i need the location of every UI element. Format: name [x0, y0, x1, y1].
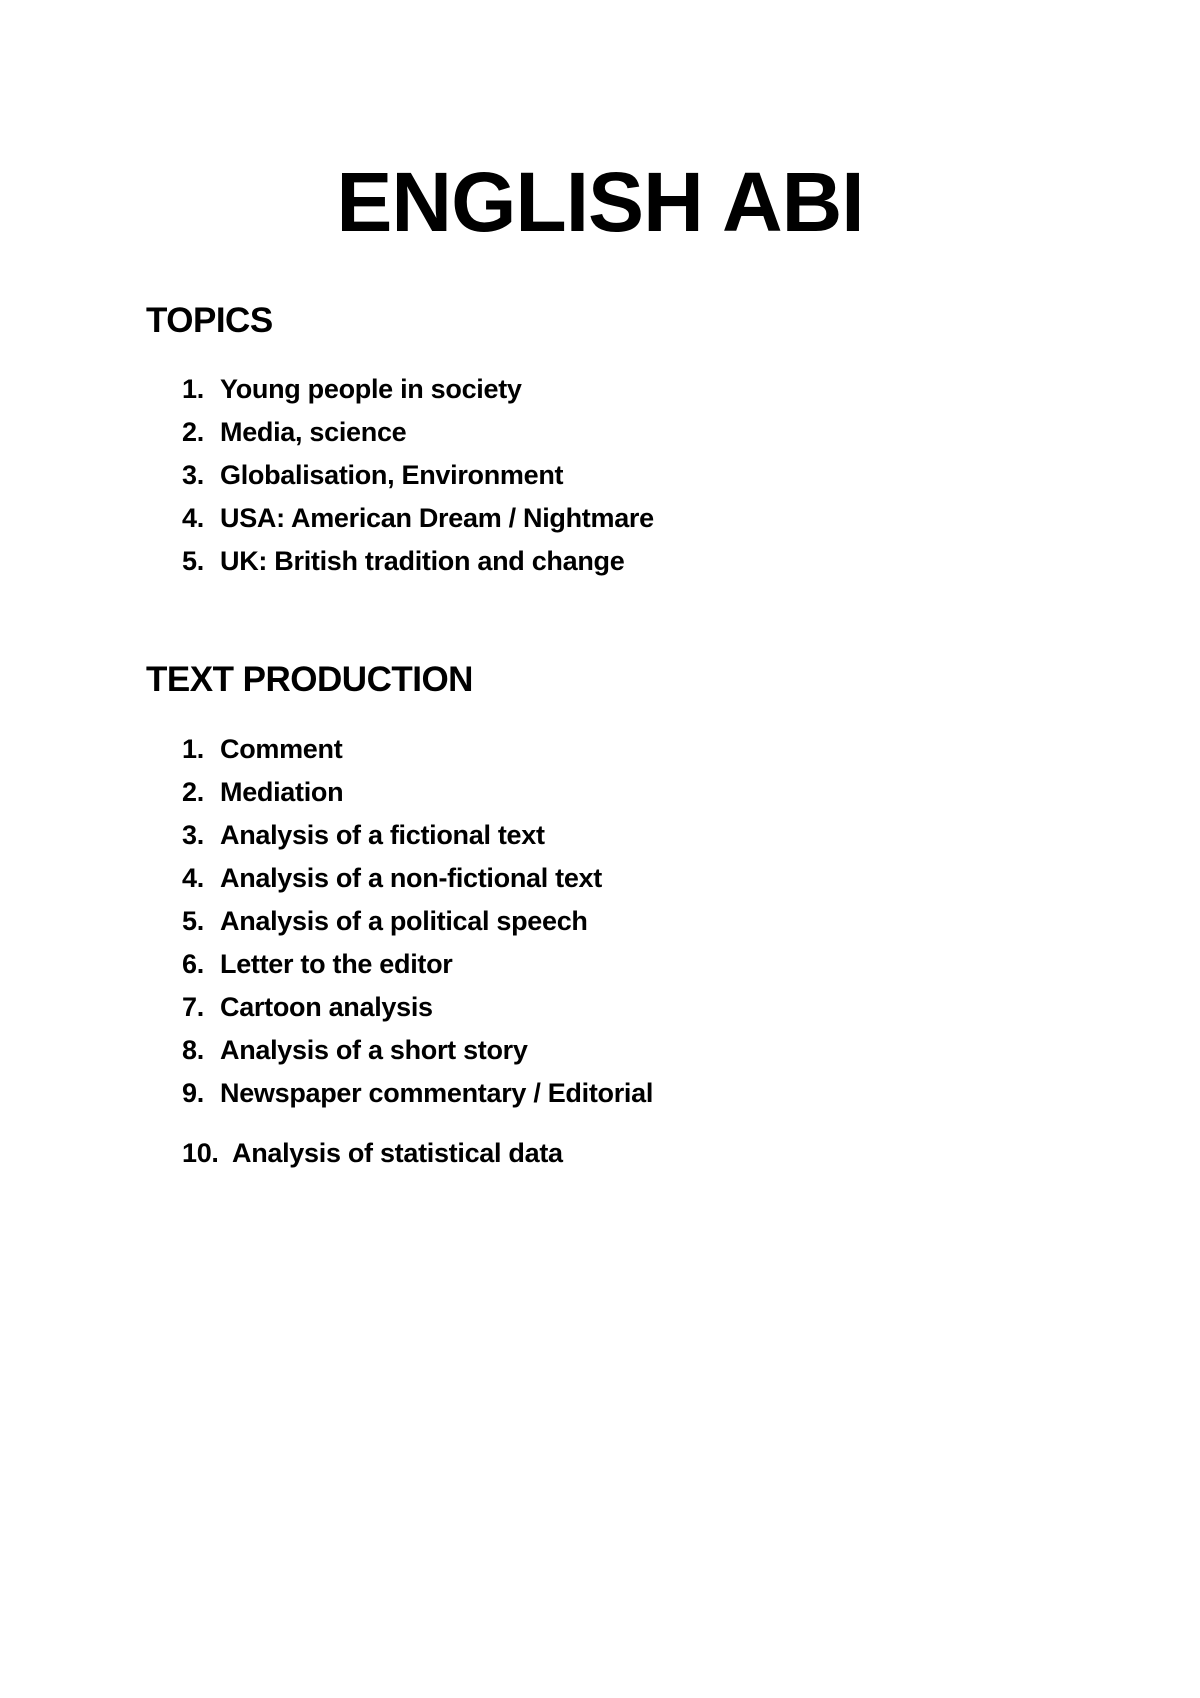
list-item: [182, 814, 653, 857]
list-item-text: Analysis of statistical data: [232, 1138, 563, 1168]
list-item-text: Media, science: [220, 417, 407, 447]
list-item-text: Analysis of a short story: [220, 1035, 528, 1065]
list-item-text: Mediation: [220, 777, 344, 807]
list-item: [182, 540, 654, 583]
topics-heading: TOPICS: [146, 301, 273, 340]
page-title: ENGLISH ABI: [336, 155, 864, 249]
list-item-number: 4.: [182, 503, 204, 533]
text-production-heading: TEXT PRODUCTION: [146, 660, 473, 699]
list-item: [182, 771, 653, 814]
list-item-text: Cartoon analysis: [220, 992, 433, 1022]
list-item-text: Analysis of a political speech: [220, 906, 588, 936]
list-item: [182, 857, 653, 900]
list-item-text: Young people in society: [220, 374, 522, 404]
list-item-text: Analysis of a fictional text: [220, 820, 545, 850]
list-item-number: 5.: [182, 546, 204, 576]
list-item-number: 3.: [182, 820, 204, 850]
list-item: [182, 728, 653, 771]
list-item: [182, 900, 653, 943]
list-item-text: Globalisation, Environment: [220, 460, 564, 490]
list-item-text: UK: British tradition and change: [220, 546, 625, 576]
list-item-text: Comment: [220, 734, 343, 764]
list-item-number: 2.: [182, 777, 204, 807]
list-item: [182, 943, 653, 986]
list-item: [182, 1072, 653, 1115]
list-item-number: 10.: [182, 1138, 219, 1168]
list-item-text: Newspaper commentary / Editorial: [220, 1078, 654, 1108]
list-item-text: Letter to the editor: [220, 949, 453, 979]
list-item: [182, 1132, 653, 1175]
list-item: [182, 411, 654, 454]
list-item: [182, 497, 654, 540]
list-item-number: 7.: [182, 992, 204, 1022]
list-item-number: 2.: [182, 417, 204, 447]
list-item-number: 1.: [182, 734, 204, 764]
list-item-number: 3.: [182, 460, 204, 490]
list-item-number: 4.: [182, 863, 204, 893]
list-item-number: 6.: [182, 949, 204, 979]
topics-list: [182, 368, 654, 583]
list-item: [182, 1029, 653, 1072]
list-item: [182, 986, 653, 1029]
list-item-number: 1.: [182, 374, 204, 404]
list-item-number: 5.: [182, 906, 204, 936]
list-item-text: USA: American Dream / Nightmare: [220, 503, 654, 533]
list-item-text: Analysis of a non-fictional text: [220, 863, 602, 893]
text-production-list: [182, 728, 653, 1175]
list-item: [182, 368, 654, 411]
list-item: [182, 454, 654, 497]
list-item-number: 9.: [182, 1078, 204, 1108]
list-item-number: 8.: [182, 1035, 204, 1065]
